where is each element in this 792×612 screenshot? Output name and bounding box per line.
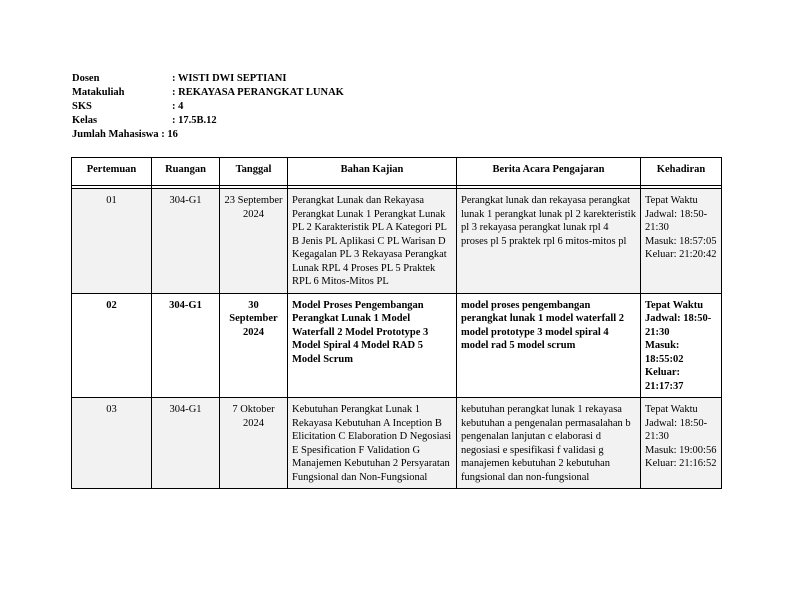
dosen-label: Dosen: [72, 73, 100, 84]
kehadiran-keluar: Keluar: 21:20:42: [645, 249, 717, 260]
cell-tanggal: 7 Oktober 2024: [220, 398, 288, 489]
table-row: [72, 398, 722, 489]
kehadiran-jadwal: Jadwal: 18:50-21:30: [645, 208, 708, 233]
cell-berita-acara: model proses pengembangan perangkat lunak 1 model waterfall 2 model prototype 3 model spiral 4 model rad 5 model scrum: [457, 293, 641, 398]
dosen-value: : WISTI DWI SEPTIANI: [172, 73, 287, 84]
attendance-table: [71, 157, 722, 489]
header-pertemuan: Pertemuan: [72, 158, 152, 186]
table-header-row: [72, 158, 722, 186]
cell-tanggal: 23 September 2024: [220, 189, 288, 294]
header-bahan-kajian: Bahan Kajian: [288, 158, 457, 186]
header-ruangan: Ruangan: [152, 158, 220, 186]
info-row-kelas: [72, 114, 344, 128]
sks-label: SKS: [72, 101, 92, 112]
cell-bahan-kajian: Kebutuhan Perangkat Lunak 1 Rekayasa Kebutuhan A Inception B Elicitation C Elaboration D Negosiasi E Spesification F Validation G Manajemen Kebutuhan 2 Persyaratan Fungsional dan Non-Fungsional: [288, 398, 457, 489]
kelas-label: Kelas: [72, 115, 98, 126]
table-row: [72, 189, 722, 294]
table-row: [72, 293, 722, 398]
cell-pertemuan: 02: [72, 293, 152, 398]
cell-pertemuan: 01: [72, 189, 152, 294]
header-kehadiran: Kehadiran: [641, 158, 722, 186]
matakuliah-value: : REKAYASA PERANGKAT LUNAK: [172, 87, 344, 98]
sks-value: : 4: [172, 101, 184, 112]
kehadiran-keluar: Keluar: 21:16:52: [645, 458, 717, 469]
kehadiran-status: Tepat Waktu: [645, 299, 704, 311]
cell-ruangan: 304-G1: [152, 293, 220, 398]
kehadiran-keluar: Keluar: 21:17:37: [645, 367, 684, 392]
course-info: [72, 72, 344, 142]
jumlah-mahasiswa-value: : 16: [161, 129, 178, 140]
info-row-jumlah-mahasiswa: [72, 128, 344, 142]
cell-pertemuan: 03: [72, 398, 152, 489]
cell-berita-acara: Perangkat lunak dan rekayasa perangkat lunak 1 perangkat lunak pl 2 karekteristik pl 3 rekayasa perangkat lunak rpl 4 proses pl 5 praktek rpl 6 mitos-mitos pl: [457, 189, 641, 294]
matakuliah-label: Matakuliah: [72, 87, 125, 98]
info-row-sks: [72, 100, 344, 114]
kehadiran-status: Tepat Waktu: [645, 195, 698, 206]
info-row-matakuliah: [72, 86, 344, 100]
kehadiran-masuk: Masuk: 19:00:56: [645, 444, 717, 456]
kehadiran-jadwal: Jadwal: 18:50-21:30: [645, 417, 708, 442]
cell-tanggal: 30 September 2024: [220, 293, 288, 398]
info-row-dosen: [72, 72, 344, 86]
header-tanggal: Tanggal: [220, 158, 288, 186]
kelas-value: : 17.5B.12: [172, 115, 217, 126]
cell-bahan-kajian: Perangkat Lunak dan Rekayasa Perangkat Lunak 1 Perangkat Lunak PL 2 Karakteristik PL A Kategori PL B Jenis PL Aplikasi C PL Warisan D Kegagalan PL 3 Rekayasa Perangkat Lunak RPL 4 Proses PL 5 Praktek RPL 6 Mitos-Mitos PL: [288, 189, 457, 294]
kehadiran-status: Tepat Waktu: [645, 404, 698, 415]
kehadiran-jadwal: Jadwal: 18:50-21:30: [645, 313, 712, 338]
cell-berita-acara: kebutuhan perangkat lunak 1 rekayasa kebutuhan a pengenalan permasalahan b pengenalan lanjutan c elaborasi d negosiasi e spesifikasi f validasi g manajemen kebutuhan 2 kebutuhan fungsional dan non-fungsional: [457, 398, 641, 489]
cell-bahan-kajian: Model Proses Pengembangan Perangkat Lunak 1 Model Waterfall 2 Model Prototype 3 Model Spiral 4 Model RAD 5 Model Scrum: [288, 293, 457, 398]
header-berita-acara: Berita Acara Pengajaran: [457, 158, 641, 186]
jumlah-mahasiswa-label: Jumlah Mahasiswa: [72, 129, 159, 140]
cell-ruangan: 304-G1: [152, 398, 220, 489]
cell-ruangan: 304-G1: [152, 189, 220, 294]
cell-kehadiran: [641, 293, 722, 398]
cell-kehadiran: [641, 189, 722, 294]
cell-kehadiran: [641, 398, 722, 489]
kehadiran-masuk: Masuk: 18:57:05: [645, 235, 717, 247]
kehadiran-masuk: Masuk: 18:55:02: [645, 340, 684, 365]
